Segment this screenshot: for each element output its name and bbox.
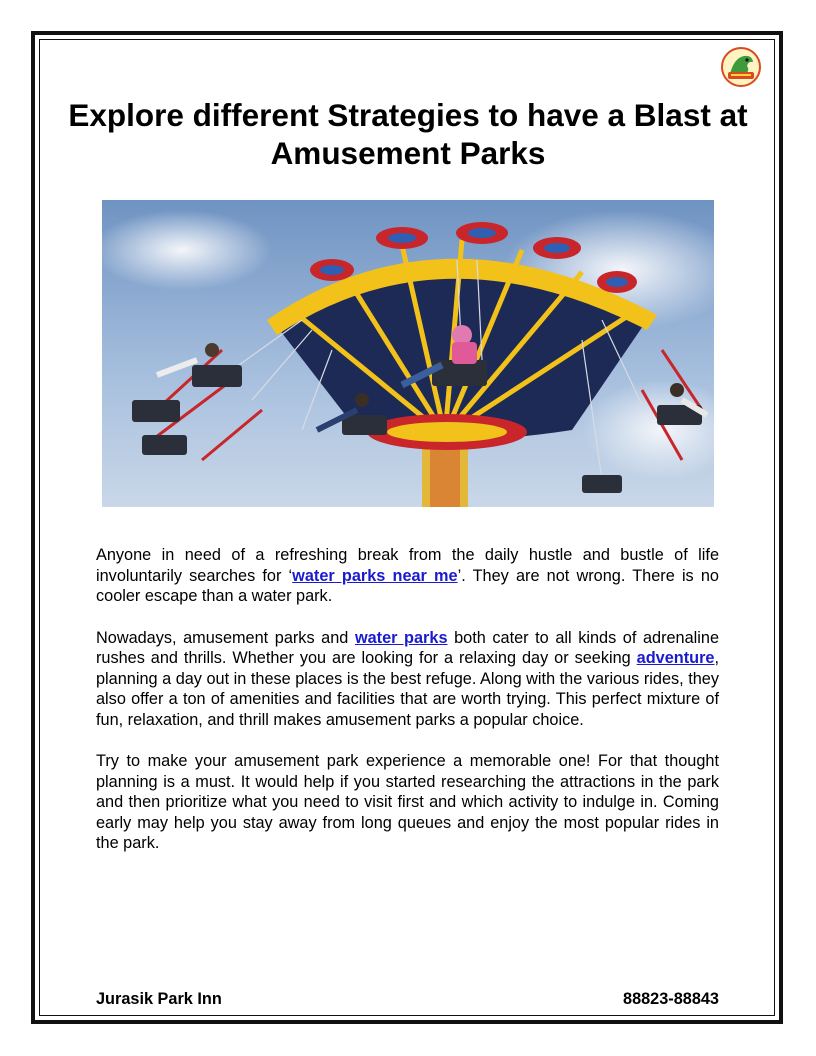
paragraph-1 (96, 545, 719, 607)
paragraph-2-text-b: both cater to all kinds of adrenaline rushes and thrills. Whether you are looking for a relaxing day or seeking (96, 628, 719, 667)
paragraph-1-text-b: ’. They are not wrong. There is no cooler escape than a water park. (96, 566, 719, 605)
paragraph-1-text-a: Anyone in need of a refreshing break from the daily hustle and bustle of life involuntarily searches for ‘ (96, 546, 719, 585)
link-water-parks-near-me[interactable]: water parks near me (292, 566, 458, 585)
paragraph-2-text-a: Nowadays, amusement parks and (96, 628, 355, 647)
link-adventure[interactable]: adventure (636, 649, 715, 667)
park-logo (720, 46, 762, 88)
article-body (96, 545, 719, 875)
paragraph-3: Try to make your amusement park experience a memorable one! For that thought planning is a must. It would help if you started researching the attractions in the park and then prioritize what you need to visit first and which activity to indulge in. Coming early may help you stay away from long queues and enjoy the most popular rides in the park. (96, 752, 719, 852)
page-title: Explore different Strategies to have a Blast at Amusement Parks (68, 97, 748, 171)
swing-ride-photo (102, 200, 714, 507)
footer-phone: 88823-88843 (623, 990, 719, 1008)
paragraph-2 (96, 628, 719, 731)
paragraph-2-text-c: , planning a day out in these places is the best refuge. Along with the various rides, they also offer a ton of amenities and facilities that are worth trying. This perfect mixture of fun, relaxation, and thrill makes amusement parks a popular choice. (96, 649, 719, 729)
link-water-parks[interactable]: water parks (354, 628, 448, 647)
footer-business-name: Jurasik Park Inn (96, 990, 222, 1008)
